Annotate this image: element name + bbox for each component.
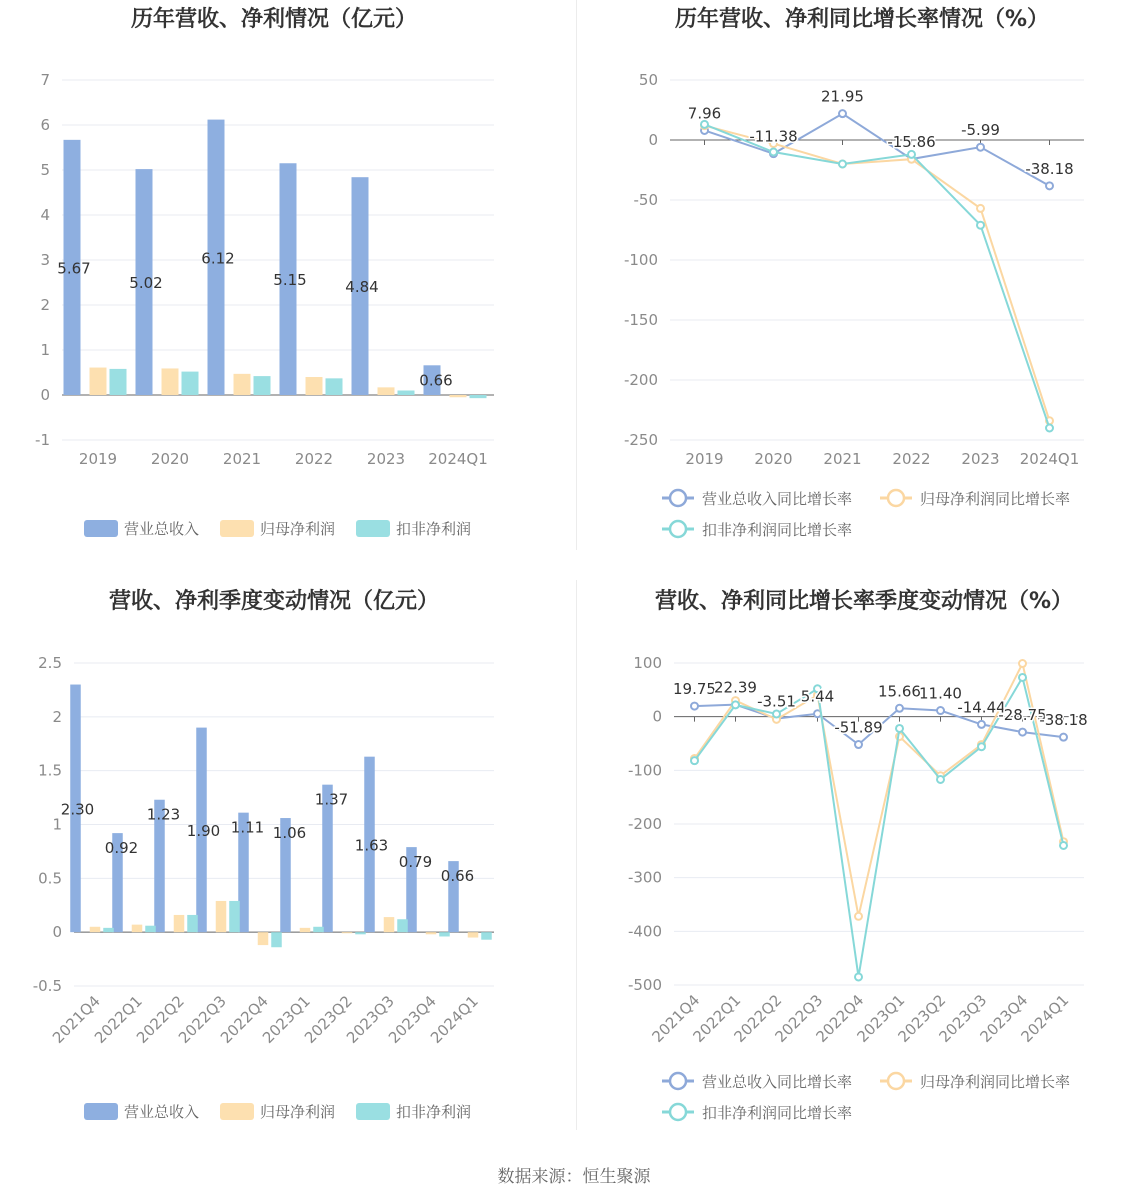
data-point	[978, 721, 985, 728]
y-tick-label: -100	[627, 761, 662, 780]
legend-swatch-marker	[888, 490, 904, 506]
bar-data-label: 2.30	[60, 800, 95, 819]
bar-net-profit	[384, 917, 395, 932]
bar-deducted-profit	[397, 919, 408, 932]
data-point	[1019, 660, 1026, 667]
bar-data-label: 5.02	[129, 274, 163, 293]
bar-deducted-profit	[439, 932, 450, 936]
data-point	[1060, 842, 1067, 849]
x-tick-label: 2022Q4	[217, 992, 272, 1047]
bar-data-label: 5.15	[273, 271, 307, 290]
bar-net-profit	[468, 932, 479, 937]
bar-net-profit	[426, 932, 437, 934]
bar-net-profit	[216, 901, 227, 932]
chart-title: 历年营收、净利同比增长率情况（%）	[674, 7, 1050, 32]
x-tick-label: 2023Q3	[343, 992, 398, 1047]
line-data-label: -3.51	[757, 692, 796, 711]
legend-label: 归母净利润同比增长率	[920, 1073, 1071, 1091]
x-tick-label: 2022Q1	[91, 992, 146, 1047]
x-tick-label: 2022Q3	[175, 992, 230, 1047]
legend-swatch	[84, 1103, 118, 1120]
line-data-label: 5.44	[800, 687, 835, 706]
line-data-label: -51.89	[834, 718, 883, 737]
legend-swatch-marker	[888, 1073, 904, 1089]
bar-data-label: 1.63	[354, 836, 389, 855]
legend-swatch-marker	[670, 1073, 686, 1089]
bar-data-label: 0.66	[440, 867, 475, 886]
quarterly-amounts-panel	[0, 580, 574, 1160]
annual-growth-panel	[574, 0, 1148, 580]
x-tick-label: 2023	[961, 450, 1000, 468]
x-tick-label: 2023Q1	[853, 991, 909, 1046]
legend-label: 归母净利润同比增长率	[920, 490, 1071, 508]
x-tick-label: 2023Q2	[301, 992, 356, 1047]
chart-title: 营收、净利季度变动情况（亿元）	[108, 589, 440, 614]
bar-net-profit	[90, 927, 101, 932]
legend-swatch-marker	[670, 490, 686, 506]
y-tick-label: 4	[40, 206, 50, 224]
x-tick-label: 2023Q4	[385, 992, 440, 1047]
legend-label: 扣非净利润同比增长率	[702, 521, 853, 539]
x-tick-label: 2023Q1	[259, 992, 314, 1047]
y-tick-label: -400	[627, 922, 662, 941]
x-tick-label: 2019	[78, 450, 118, 468]
y-tick-label: -200	[627, 815, 662, 833]
x-tick-label: 2022Q1	[689, 991, 745, 1046]
bar-deducted-profit	[145, 926, 156, 932]
x-tick-label: 2021Q4	[49, 992, 104, 1047]
x-tick-label: 2021	[222, 450, 262, 468]
y-tick-label: -0.5	[32, 977, 62, 995]
line-data-label: 22.39	[714, 678, 757, 697]
y-tick-label: 0	[648, 131, 658, 149]
legend-label: 营业总收入	[124, 520, 200, 538]
bar-deducted-profit	[326, 378, 343, 395]
x-tick-label: 2023Q3	[935, 991, 991, 1046]
line-data-label: -28.75	[998, 706, 1047, 725]
legend-label: 扣非净利润同比增长率	[702, 1104, 853, 1122]
y-tick-label: -250	[623, 431, 658, 449]
data-point	[732, 701, 739, 708]
y-tick-label: 5	[40, 161, 50, 179]
bar-data-label: 1.23	[146, 805, 181, 824]
x-tick-label: 2023	[366, 450, 406, 468]
chart-title: 营收、净利同比增长率季度变动情况（%）	[654, 589, 1074, 614]
y-tick-label: 2	[52, 707, 62, 726]
line-data-label: 7.96	[687, 104, 722, 123]
y-tick-label: 1	[40, 341, 50, 359]
y-tick-label: -150	[623, 311, 658, 329]
y-tick-label: 2.5	[38, 654, 62, 672]
y-tick-label: 1.5	[38, 761, 62, 780]
legend-label: 扣非净利润	[396, 1103, 472, 1121]
line-data-label: -14.44	[957, 698, 1006, 717]
x-tick-label: 2020	[754, 450, 793, 468]
data-point	[855, 741, 862, 748]
data-point	[896, 725, 903, 732]
bar-data-label: 6.12	[201, 249, 235, 268]
line-data-label: -11.38	[749, 127, 798, 146]
data-point	[773, 710, 780, 717]
x-tick-label: 2020	[150, 450, 190, 468]
x-tick-label: 2022	[294, 450, 334, 468]
bar-data-label: 0.79	[398, 853, 433, 872]
bar-deducted-profit	[110, 369, 127, 395]
y-tick-label: 0	[40, 386, 50, 404]
bar-data-label: 1.06	[272, 824, 307, 843]
x-tick-label: 2022	[892, 450, 931, 468]
legend-swatch	[84, 520, 118, 537]
line-data-label: -5.99	[961, 121, 1000, 140]
data-point	[691, 703, 698, 710]
bar-net-profit	[300, 928, 311, 932]
line-data-label: 19.75	[673, 680, 716, 699]
y-tick-label: -200	[623, 371, 658, 389]
data-point	[978, 743, 985, 750]
legend-label: 营业总收入	[124, 1103, 200, 1121]
bar-deducted-profit	[103, 928, 114, 932]
bar-deducted-profit	[271, 932, 282, 947]
legend-swatch-marker	[670, 521, 686, 537]
data-point	[839, 110, 846, 117]
data-point	[937, 776, 944, 783]
x-tick-label: 2019	[685, 450, 724, 468]
line-data-label: 21.95	[821, 87, 864, 106]
legend-swatch	[220, 1103, 254, 1120]
y-tick-label: 50	[638, 71, 658, 89]
bar-deducted-profit	[182, 372, 199, 395]
bar-deducted-profit	[470, 395, 487, 398]
data-point	[937, 707, 944, 714]
legend-swatch	[356, 1103, 390, 1120]
data-point	[977, 222, 984, 229]
x-tick-label: 2024Q1	[1017, 991, 1073, 1046]
y-tick-label: 1	[52, 815, 62, 834]
bar-deducted-profit	[254, 376, 271, 395]
data-source-note: 数据来源：恒生聚源	[497, 1167, 651, 1187]
x-tick-label: 2022Q3	[771, 991, 827, 1046]
data-point	[855, 913, 862, 920]
y-tick-label: -500	[627, 976, 662, 994]
bar-net-profit	[378, 387, 395, 395]
line-data-label: -38.18	[1039, 711, 1088, 730]
x-tick-label: 2024Q1	[427, 992, 482, 1047]
quarterly-growth-panel	[574, 580, 1148, 1160]
y-tick-label: -100	[623, 251, 658, 269]
bar-net-profit	[258, 932, 269, 945]
data-point	[896, 705, 903, 712]
y-tick-label: 100	[633, 654, 662, 672]
series-line-2	[705, 124, 1050, 428]
y-tick-label: -300	[627, 868, 662, 887]
y-tick-label: 3	[40, 251, 50, 269]
y-tick-label: 7	[40, 71, 50, 89]
bar-data-label: 1.90	[186, 821, 221, 840]
line-data-label: -38.18	[1025, 159, 1074, 178]
bar-net-profit	[234, 374, 251, 395]
x-tick-label: 2022Q4	[812, 991, 868, 1046]
data-point	[770, 149, 777, 156]
data-point	[977, 205, 984, 212]
data-point	[1060, 734, 1067, 741]
y-tick-label: 0.5	[38, 869, 62, 888]
data-point	[1046, 182, 1053, 189]
data-point	[1019, 674, 1026, 681]
bar-data-label: 0.92	[104, 839, 139, 858]
x-tick-label: 2023Q4	[976, 991, 1032, 1046]
bar-net-profit	[306, 377, 323, 395]
bar-net-profit	[162, 368, 179, 395]
legend-swatch	[220, 520, 254, 537]
annual-growth-chart	[574, 0, 1148, 580]
legend-label: 归母净利润	[260, 1103, 336, 1121]
data-point	[977, 144, 984, 151]
line-data-label: 11.40	[919, 684, 962, 703]
legend-swatch	[356, 520, 390, 537]
annual-amounts-panel	[0, 0, 574, 580]
bar-deducted-profit	[313, 927, 324, 932]
legend-label: 扣非净利润	[396, 520, 472, 538]
bar-data-label: 4.84	[345, 278, 379, 297]
bar-deducted-profit	[481, 932, 492, 940]
y-tick-label: 2	[40, 296, 50, 314]
bar-data-label: 1.37	[314, 790, 349, 809]
x-tick-label: 2024Q1	[1019, 450, 1080, 468]
bar-deducted-profit	[355, 932, 366, 934]
annual-amounts-chart	[0, 0, 574, 580]
bar-net-profit	[450, 395, 467, 397]
data-point	[1019, 729, 1026, 736]
bar-net-profit	[174, 915, 185, 932]
legend-label: 营业总收入同比增长率	[702, 490, 853, 508]
bar-data-label: 0.66	[419, 371, 453, 390]
legend-label: 营业总收入同比增长率	[702, 1073, 853, 1091]
y-tick-label: -1	[35, 431, 50, 449]
x-tick-label: 2021Q4	[648, 991, 704, 1046]
bar-net-profit	[132, 925, 143, 933]
y-tick-label: 0	[652, 707, 662, 726]
y-tick-label: 0	[52, 923, 62, 942]
legend-label: 归母净利润	[260, 520, 336, 538]
legend-swatch-marker	[670, 1104, 686, 1120]
quarterly-amounts-chart	[0, 580, 574, 1160]
y-tick-label: -50	[633, 191, 658, 209]
quarterly-growth-chart	[574, 580, 1148, 1160]
x-tick-label: 2022Q2	[133, 992, 188, 1047]
bar-net-profit	[90, 368, 107, 395]
line-data-label: -15.86	[887, 133, 936, 152]
bar-net-profit	[342, 932, 353, 933]
y-tick-label: 6	[40, 116, 50, 134]
line-data-label: 15.66	[878, 682, 921, 701]
bar-data-label: 1.11	[230, 818, 265, 837]
data-point	[1046, 425, 1053, 432]
x-tick-label: 2023Q2	[894, 991, 950, 1046]
x-tick-label: 2022Q2	[730, 991, 786, 1046]
data-point	[908, 151, 915, 158]
bar-data-label: 5.67	[57, 259, 91, 278]
bar-deducted-profit	[398, 391, 415, 396]
x-tick-label: 2021	[823, 450, 862, 468]
x-tick-label: 2024Q1	[428, 450, 488, 468]
data-point	[855, 973, 862, 980]
data-point	[691, 757, 698, 764]
bar-deducted-profit	[229, 901, 240, 932]
bar-deducted-profit	[187, 915, 198, 932]
data-point	[839, 161, 846, 168]
chart-title: 历年营收、净利情况（亿元）	[130, 7, 418, 32]
